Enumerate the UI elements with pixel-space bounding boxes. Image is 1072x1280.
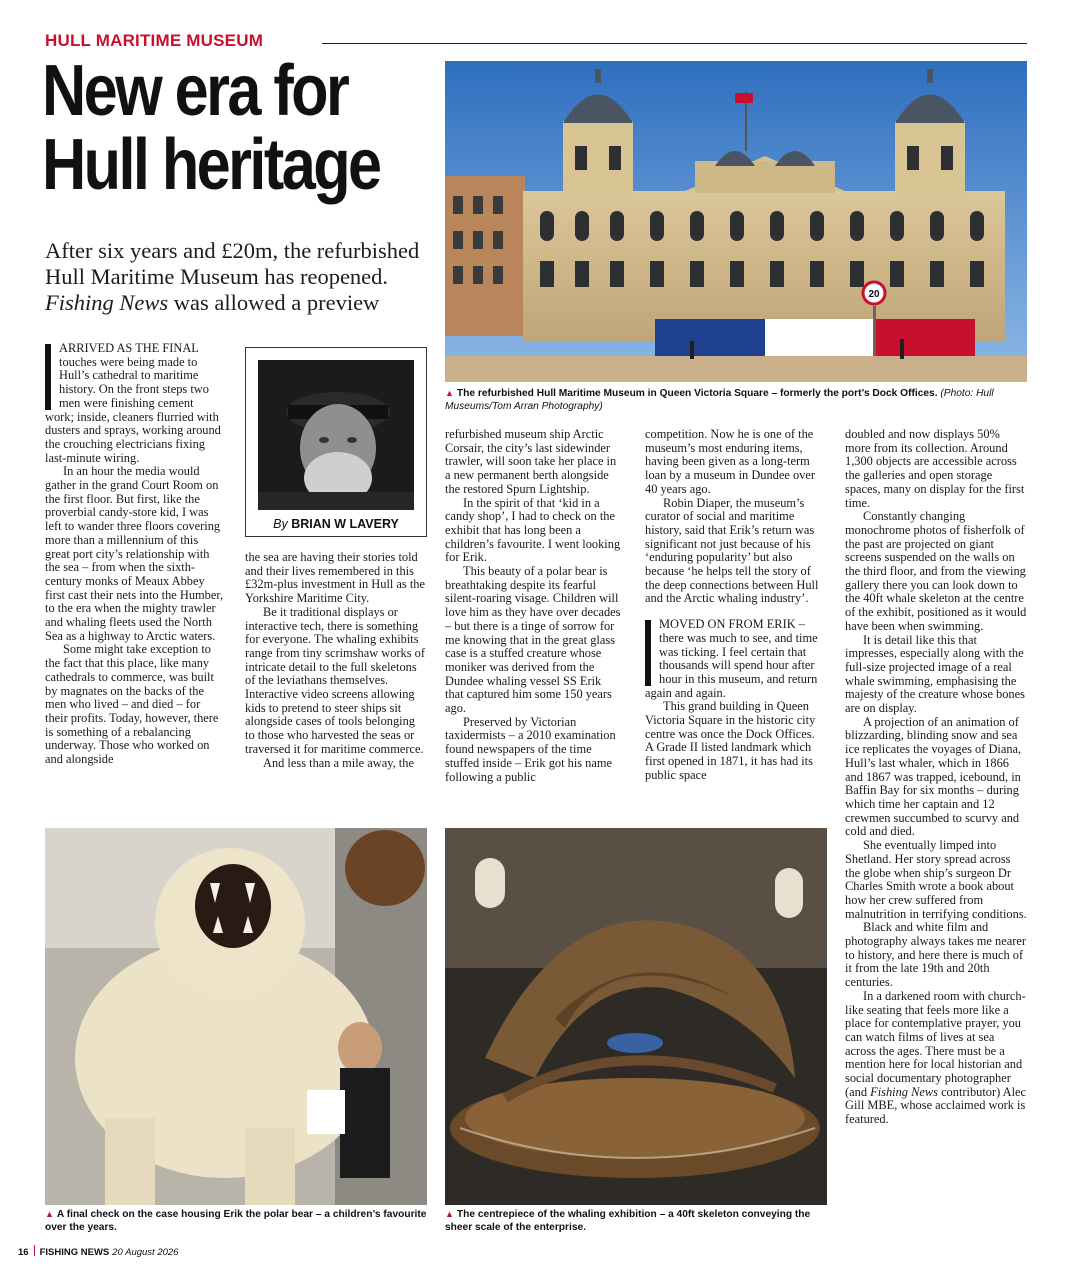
body-paragraph: Be it traditional displays or interactive tech, there is something for everyone. The whaling exhibits range from tiny scrimshaw works of intricate detail to the full skeletons of the leviathans themselves. Interactive video screens allowing kids to pretend to steer ships sit alongside cases of tools belonging to those who harvested the seas or traversed it for maritime commerce. bbox=[245, 604, 425, 756]
kicker-label: HULL MARITIME MUSEUM bbox=[45, 31, 264, 50]
byline bbox=[246, 516, 426, 532]
whale-skeleton-photo bbox=[445, 828, 827, 1205]
body-paragraph: doubled and now displays 50% more from its collection. Around 1,300 objects are accessible across the galleries and open storage spaces, many on display for the first time. bbox=[845, 428, 1025, 510]
author-portrait bbox=[258, 360, 414, 510]
body-column-2 bbox=[245, 551, 427, 816]
body-paragraph: And less than a mile away, the bbox=[263, 755, 414, 770]
body-paragraph: Some might take exception to the fact that this place, like many cathedrals to commerce, was built by magnates on the backs of the men who lived – and died – for their profits. Today, however, there is something of a rebalancing underway. Those who worked on and alongside bbox=[45, 642, 219, 767]
standfirst-tail: was allowed a preview bbox=[173, 290, 380, 315]
body-text: contributor) Alec Gill MBE, whose acclaimed work is featured. bbox=[845, 1084, 1027, 1127]
body-paragraph: A projection of an animation of blizzarding, blinding snow and sea ice replicates the voyages of Diana, Hull’s last whaler, which in 1866 and 1867 was trapped, icebound, in Baffin Bay for six months – during which time her captain and 12 crewmen succumbed to scurvy and cold and died. bbox=[845, 714, 1022, 839]
body-paragraph: It is detail like this that impresses, especially along with the full-size projected image of a real whale swimming, emphasising the majesty of the creature whose bones are on display. bbox=[845, 632, 1025, 716]
body-paragraph bbox=[845, 990, 1027, 1127]
lead-paragraph bbox=[45, 342, 225, 465]
page-footer bbox=[18, 1245, 178, 1259]
body-paragraph: In an hour the media would gather in the grand Court Room on the first floor. But first, like the proverbial candy-store kid, I was left to wander three floors covering more than a millennium of this great port city’s relationship with the sea – from when the sixth-century monks of Meaux Abbey first cast their nets into the Humber, to the era when the mighty trawler and whaling fleets used the North Sea as a highway to Arctic waters. bbox=[45, 464, 224, 643]
caption-text: The refurbished Hull Maritime Museum in Queen Victoria Square – formerly the port’s Dock Offices. bbox=[456, 388, 938, 399]
headline bbox=[42, 51, 382, 205]
body-paragraph: This beauty of a polar bear is breathtaking despite its fearful silent-roaring visage. Children will love him as they have over decades – but there is a tinge of sorrow for me knowing that in the great glass case is a stuffed creature whose moniker was derived from the Dundee whaling vessel SS Erik that captured him some 150 years ago. bbox=[445, 564, 621, 716]
drop-bar bbox=[645, 620, 651, 686]
body-paragraph: This grand building in Queen Victoria Square in the historic city centre was once the Dock Offices. A Grade II listed landmark which first opened in 1871, it has had its public space bbox=[645, 699, 816, 782]
section-caps: MOVED ON FROM ERIK – bbox=[659, 617, 805, 632]
kicker-rule bbox=[322, 43, 1027, 44]
byline-name: BRIAN W LAVERY bbox=[291, 517, 399, 531]
body-column-3 bbox=[445, 428, 621, 818]
standfirst-text: After six years and £20m, the refurbished Hull Maritime Museum has reopened. bbox=[45, 238, 420, 289]
museum-photo-caption bbox=[445, 387, 1027, 413]
body-paragraph: the sea are having their stories told and their lives remembered in this £32m-plus investment in Hull as the Yorkshire Maritime City. bbox=[245, 551, 425, 606]
footer-separator bbox=[34, 1245, 35, 1256]
body-paragraph: In the spirit of that ‘kid in a candy shop’, I had to check on the exhibit that has long been a children’s favourite. I went looking for Erik. bbox=[445, 495, 621, 565]
speed-sign-text: 20 bbox=[868, 289, 880, 300]
caption-triangle-icon: ▲ bbox=[45, 1209, 54, 1219]
photo-credit: (Photo: Hull Museums/Tom Arran Photography) bbox=[445, 388, 994, 412]
body-paragraph: Robin Diaper, the museum’s curator of social and maritime history, said that Erik’s return was significant not just because of his ‘enduring popularity’ but also because ‘he helps tell the story of the deep connections between Hull and the Arctic whaling industry’. bbox=[645, 495, 819, 606]
body-column-4 bbox=[645, 428, 821, 818]
polar-bear-photo bbox=[45, 828, 427, 1205]
publication-mention: Fishing News bbox=[870, 1084, 938, 1099]
lead-text: touches were being made to Hull’s cathedral to maritime history. On the front steps two men were finishing cement work; inside, cleaners flurried with dusters and sprays, working around the crouching electricians fixing last-minute wiring. bbox=[45, 354, 221, 465]
body-column-1 bbox=[45, 342, 225, 816]
museum-building-photo bbox=[445, 61, 1027, 382]
caption-text: A final check on the case housing Erik the polar bear – a children’s favourite over the years. bbox=[45, 1209, 427, 1233]
byline-box bbox=[245, 347, 427, 537]
body-paragraph: Preserved by Victorian taxidermists – a 2010 examination found newspapers of the time stuffed inside – Erik got his name following a public bbox=[445, 714, 616, 784]
body-text: In a darkened room with church-like seating that feels more like a place for contemplative prayer, you can watch films of lives at sea across the ages. There must be a mention here for local historian and social documentary photographer (and bbox=[845, 988, 1026, 1099]
standfirst-publication: Fishing News bbox=[45, 290, 169, 315]
caption-text: The centrepiece of the whaling exhibition – a 40ft skeleton conveying the sheer scale of the enterprise. bbox=[445, 1209, 811, 1233]
body-column-5 bbox=[845, 428, 1027, 1238]
polar-bear-caption bbox=[45, 1208, 427, 1234]
footer-publication: FISHING NEWS bbox=[39, 1247, 110, 1258]
lead-caps: ARRIVED AS THE FINAL bbox=[59, 342, 199, 355]
section-kicker bbox=[45, 31, 1027, 51]
body-paragraph: refurbished museum ship Arctic Corsair, the city’s last sidewinder trawler, will soon take her place in a new permanent berth alongside the restored Spurn Lightship. bbox=[445, 428, 617, 496]
body-paragraph: She eventually limped into Shetland. Her story spread across the globe when ship’s surgeon Dr Charles Smith wrote a book about how her crew suffered from malnutrition in terrifying conditions. bbox=[845, 838, 1027, 921]
body-paragraph: Black and white film and photography always takes me nearer to history, and here there is much of it from the late 19th and 20th centuries. bbox=[845, 920, 1026, 990]
standfirst bbox=[45, 238, 440, 316]
page-number: 16 bbox=[18, 1247, 29, 1258]
drop-bar bbox=[45, 344, 51, 410]
footer-date: 20 August 2026 bbox=[112, 1247, 179, 1258]
headline-line-2: Hull heritage bbox=[42, 125, 380, 205]
headline-line-1: New era for bbox=[42, 51, 348, 131]
section-text: there was much to see, and time was ticking. I feel certain that thousands will spend hour after hour in this museum, and return again and again. bbox=[645, 630, 818, 700]
section-break-paragraph bbox=[645, 618, 821, 700]
whale-caption bbox=[445, 1208, 827, 1234]
body-paragraph: Constantly changing monochrome photos of fisherfolk of the past are projected on giant screens suspended on the walls on the third floor, and from the viewing gallery there you can look down to the 40ft whale skeleton at the centre of the exhibit, positioned as it would have been when swimming. bbox=[845, 509, 1027, 633]
caption-triangle-icon: ▲ bbox=[445, 1209, 454, 1219]
caption-triangle-icon: ▲ bbox=[445, 388, 454, 398]
byline-by: By bbox=[273, 517, 288, 531]
body-paragraph: competition. Now he is one of the museum’s most enduring items, having been given as a long-term loan by a museum in Dundee over 40 years ago. bbox=[645, 428, 815, 496]
